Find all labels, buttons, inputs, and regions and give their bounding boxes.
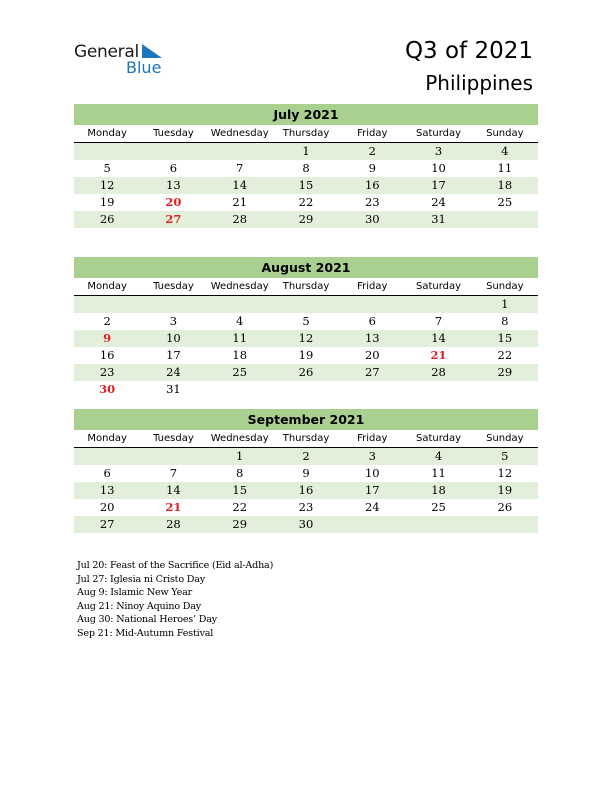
day-cell: 8 bbox=[236, 466, 244, 480]
day-cell: 14 bbox=[166, 483, 181, 497]
day-cell: 23 bbox=[364, 195, 380, 209]
day-cell: 4 bbox=[501, 144, 509, 158]
day-cell bbox=[140, 296, 206, 313]
weekday-label: Sunday bbox=[486, 433, 524, 444]
day-cell bbox=[74, 143, 140, 160]
day-cell: 7 bbox=[434, 314, 443, 328]
day-cell: 19 bbox=[99, 195, 115, 209]
weekday-label: Friday bbox=[357, 433, 388, 444]
holiday-notes bbox=[77, 559, 273, 641]
holiday-note: Jul 20: Feast of the Sacrifice (Eid al-Adha) bbox=[77, 560, 274, 571]
day-cell bbox=[74, 296, 140, 313]
day-cell: 3 bbox=[169, 314, 178, 328]
week-row bbox=[74, 160, 538, 177]
weekday-label: Saturday bbox=[416, 433, 462, 444]
day-cell: 9 bbox=[302, 466, 310, 480]
holiday-note: Aug 30: National Heroes’ Day bbox=[77, 614, 217, 626]
weekday-label: Tuesday bbox=[153, 281, 194, 292]
day-cell bbox=[273, 296, 339, 313]
day-cell bbox=[207, 296, 273, 313]
day-cell: 16 bbox=[298, 483, 314, 497]
day-cell: 16 bbox=[99, 348, 115, 362]
week-row bbox=[74, 143, 538, 160]
holiday-date: 20 bbox=[165, 195, 182, 209]
weekday-label: Friday bbox=[357, 128, 388, 139]
weekday-label: Thursday bbox=[282, 281, 330, 292]
day-cell: 7 bbox=[236, 161, 244, 175]
day-cell: 20 bbox=[364, 348, 380, 362]
weekday-label: Thursday bbox=[282, 433, 330, 444]
weekday-label: Friday bbox=[357, 281, 388, 292]
day-cell: 13 bbox=[166, 178, 181, 192]
day-cell: 5 bbox=[501, 449, 509, 463]
week-row bbox=[74, 516, 538, 533]
day-cell: 3 bbox=[368, 449, 376, 463]
day-cell: 27 bbox=[364, 365, 380, 379]
logo bbox=[74, 42, 174, 78]
day-cell: 22 bbox=[232, 500, 248, 514]
week-row bbox=[74, 482, 538, 499]
month-august bbox=[74, 257, 538, 398]
day-cell: 22 bbox=[497, 348, 513, 362]
day-cell bbox=[472, 381, 538, 398]
week-row bbox=[74, 313, 538, 330]
day-cell: 15 bbox=[298, 178, 314, 192]
day-cell: 4 bbox=[236, 314, 244, 328]
day-cell: 29 bbox=[497, 365, 513, 379]
weekday-label: Tuesday bbox=[153, 128, 194, 139]
day-cell: 18 bbox=[497, 178, 513, 192]
day-cell: 24 bbox=[431, 195, 446, 209]
weekday-header-row bbox=[74, 278, 538, 296]
day-cell: 21 bbox=[232, 195, 248, 209]
day-cell: 18 bbox=[232, 348, 248, 362]
week-row bbox=[74, 381, 538, 398]
day-cell: 6 bbox=[103, 466, 111, 480]
country-name: Philippines bbox=[425, 71, 533, 95]
day-cell: 28 bbox=[232, 212, 248, 226]
weekday-label: Thursday bbox=[282, 128, 330, 139]
day-cell: 10 bbox=[166, 331, 181, 345]
day-cell: 26 bbox=[497, 500, 513, 514]
month-title: August 2021 bbox=[74, 257, 538, 278]
day-cell: 5 bbox=[103, 161, 111, 175]
day-cell: 14 bbox=[431, 331, 446, 345]
day-cell: 30 bbox=[364, 212, 380, 226]
day-cell: 18 bbox=[431, 483, 446, 497]
day-cell: 11 bbox=[431, 466, 446, 480]
day-cell: 19 bbox=[497, 483, 513, 497]
weekday-label: Sunday bbox=[486, 128, 524, 139]
day-cell bbox=[339, 381, 405, 398]
weekday-label: Saturday bbox=[416, 281, 462, 292]
weekday-label: Monday bbox=[87, 281, 127, 292]
day-cell: 7 bbox=[169, 466, 178, 480]
day-cell: 8 bbox=[302, 161, 310, 175]
week-row bbox=[74, 364, 538, 381]
day-cell bbox=[339, 516, 405, 533]
day-cell: 10 bbox=[431, 161, 446, 175]
day-cell: 6 bbox=[169, 161, 178, 175]
day-cell: 28 bbox=[166, 517, 181, 531]
day-cell: 4 bbox=[434, 449, 443, 463]
month-july bbox=[74, 104, 538, 228]
day-cell: 28 bbox=[431, 365, 446, 379]
day-cell: 15 bbox=[497, 331, 513, 345]
day-cell bbox=[273, 381, 339, 398]
weekday-label: Monday bbox=[87, 433, 127, 444]
day-cell: 17 bbox=[166, 348, 181, 362]
week-row bbox=[74, 194, 538, 211]
day-cell: 2 bbox=[302, 449, 310, 463]
week-row bbox=[74, 347, 538, 364]
day-cell: 25 bbox=[431, 500, 446, 514]
weekday-label: Sunday bbox=[486, 281, 524, 292]
day-cell: 26 bbox=[99, 212, 115, 226]
holiday-note: Aug 9: Islamic New Year bbox=[77, 587, 192, 599]
page-title: Q3 of 2021 bbox=[404, 38, 533, 64]
day-cell: 29 bbox=[232, 517, 248, 531]
day-cell: 24 bbox=[166, 365, 181, 379]
day-cell bbox=[140, 143, 206, 160]
week-row bbox=[74, 211, 538, 228]
holiday-note: Jul 27: Iglesia ni Cristo Day bbox=[77, 573, 205, 585]
holiday-date: 27 bbox=[165, 212, 182, 226]
day-cell: 17 bbox=[364, 483, 380, 497]
day-cell: 1 bbox=[302, 144, 310, 158]
day-cell: 11 bbox=[497, 161, 513, 175]
day-cell: 22 bbox=[298, 195, 314, 209]
holiday-note: Sep 21: Mid-Autumn Festival bbox=[77, 627, 214, 639]
logo-general-text: General bbox=[74, 42, 139, 62]
week-row bbox=[74, 296, 538, 313]
day-cell: 23 bbox=[99, 365, 115, 379]
day-cell: 2 bbox=[368, 144, 376, 158]
day-cell: 3 bbox=[434, 144, 443, 158]
day-cell: 16 bbox=[364, 178, 380, 192]
day-cell bbox=[472, 211, 538, 228]
day-cell bbox=[207, 143, 273, 160]
day-cell: 13 bbox=[99, 483, 115, 497]
day-cell bbox=[472, 516, 538, 533]
day-cell: 31 bbox=[166, 382, 181, 396]
week-row bbox=[74, 465, 538, 482]
day-cell: 8 bbox=[501, 314, 509, 328]
day-cell: 20 bbox=[99, 500, 115, 514]
month-september bbox=[74, 409, 538, 533]
day-cell: 1 bbox=[236, 449, 244, 463]
day-cell bbox=[405, 296, 471, 313]
day-cell: 1 bbox=[501, 297, 509, 311]
day-cell: 25 bbox=[497, 195, 513, 209]
month-title: September 2021 bbox=[74, 409, 538, 430]
day-cell: 6 bbox=[368, 314, 376, 328]
day-cell: 19 bbox=[298, 348, 314, 362]
day-cell: 26 bbox=[298, 365, 314, 379]
weekday-label: Wednesday bbox=[210, 433, 269, 444]
day-cell: 12 bbox=[298, 331, 314, 345]
day-cell: 29 bbox=[298, 212, 314, 226]
day-cell bbox=[207, 381, 273, 398]
week-row bbox=[74, 330, 538, 347]
day-cell: 23 bbox=[298, 500, 314, 514]
day-cell: 12 bbox=[99, 178, 115, 192]
day-cell bbox=[339, 296, 405, 313]
month-title: July 2021 bbox=[74, 104, 538, 125]
day-cell: 15 bbox=[232, 483, 248, 497]
day-cell: 5 bbox=[302, 314, 310, 328]
day-cell: 27 bbox=[99, 517, 115, 531]
logo-blue-text: Blue bbox=[126, 58, 162, 77]
weekday-label: Tuesday bbox=[153, 433, 194, 444]
day-cell: 13 bbox=[364, 331, 380, 345]
day-cell: 24 bbox=[364, 500, 380, 514]
weekday-label: Saturday bbox=[416, 128, 462, 139]
day-cell: 30 bbox=[298, 517, 314, 531]
week-row bbox=[74, 499, 538, 516]
day-cell: 9 bbox=[368, 161, 376, 175]
day-cell bbox=[405, 381, 471, 398]
day-cell: 17 bbox=[431, 178, 446, 192]
day-cell: 12 bbox=[497, 466, 513, 480]
day-cell: 25 bbox=[232, 365, 248, 379]
holiday-date: 30 bbox=[99, 382, 116, 396]
day-cell: 10 bbox=[364, 466, 380, 480]
day-cell: 14 bbox=[232, 178, 248, 192]
holiday-note: Aug 21: Ninoy Aquino Day bbox=[77, 600, 202, 612]
week-row bbox=[74, 177, 538, 194]
holiday-date: 21 bbox=[165, 500, 182, 514]
day-cell: 31 bbox=[431, 212, 446, 226]
weekday-header-row bbox=[74, 125, 538, 143]
day-cell bbox=[140, 448, 206, 465]
weekday-label: Monday bbox=[87, 128, 127, 139]
week-row bbox=[74, 448, 538, 465]
day-cell bbox=[405, 516, 471, 533]
weekday-header-row bbox=[74, 430, 538, 448]
day-cell bbox=[74, 448, 140, 465]
day-cell: 2 bbox=[103, 314, 111, 328]
day-cell: 11 bbox=[232, 331, 248, 345]
holiday-date: 9 bbox=[103, 331, 112, 345]
weekday-label: Wednesday bbox=[210, 128, 269, 139]
weekday-label: Wednesday bbox=[210, 281, 269, 292]
holiday-date: 21 bbox=[430, 348, 447, 362]
